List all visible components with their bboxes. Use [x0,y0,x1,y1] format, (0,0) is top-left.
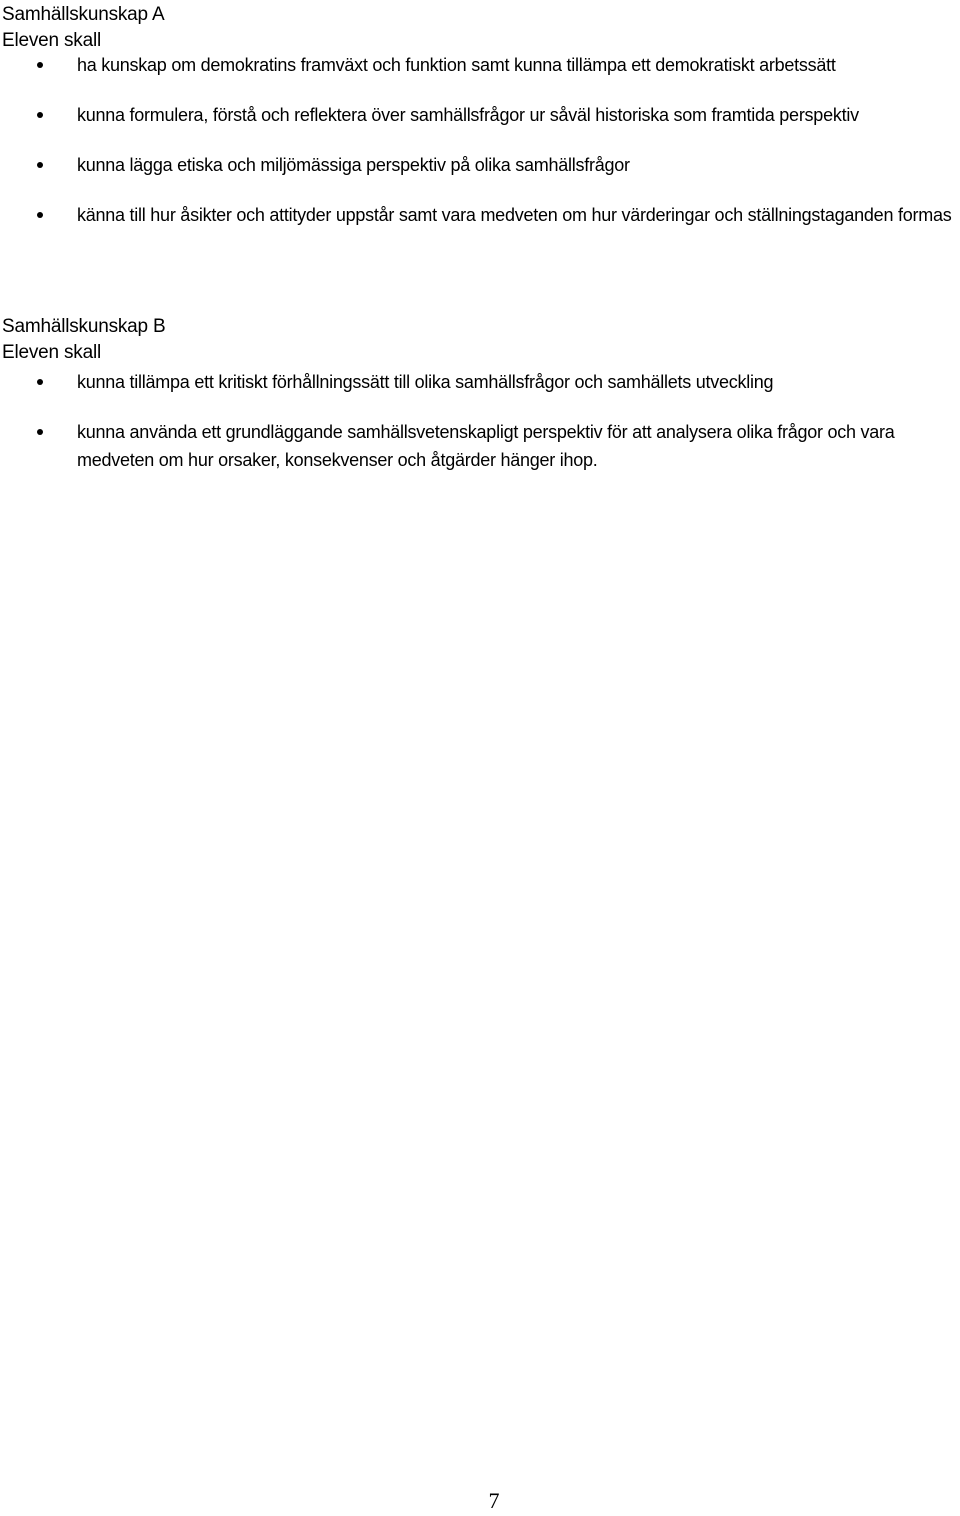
bullet-icon [37,429,43,435]
goal-item [2,418,958,474]
section-samhallskunskap-a [2,2,958,229]
page-number: 7 [488,1488,500,1513]
section-intro: Eleven skall [2,30,101,51]
bullet-icon [37,212,43,218]
goal-text: kunna formulera, förstå och reflektera över samhällsfrågor ur såväl historiska som framtida perspektiv [77,105,859,125]
goal-list [2,368,958,474]
bullet-icon [37,62,43,68]
goal-item [2,368,958,396]
goal-text: kunna använda ett grundläggande samhällsvetenskapligt perspektiv för att analysera olika frågor och vara medveten om hur orsaker, konsekvenser och åtgärder hänger ihop. [77,422,895,470]
section-title: Samhällskunskap B [2,316,166,337]
goal-item [2,151,958,179]
goal-list [2,51,958,229]
bullet-icon [37,162,43,168]
section-title: Samhällskunskap A [2,4,165,25]
section-samhallskunskap-b [2,314,958,474]
goal-text: ha kunskap om demokratins framväxt och funktion samt kunna tillämpa ett demokratiskt arbetssätt [77,55,836,75]
goal-text: kunna lägga etiska och miljömässiga perspektiv på olika samhällsfrågor [77,155,630,175]
goal-item [2,51,958,79]
goal-item [2,201,958,229]
goal-item [2,101,958,129]
bullet-icon [37,112,43,118]
section-intro: Eleven skall [2,342,101,363]
goal-text: känna till hur åsikter och attityder uppstår samt vara medveten om hur värderingar och ställningstaganden formas [77,205,952,225]
goal-text: kunna tillämpa ett kritiskt förhållningssätt till olika samhällsfrågor och samhällets utveckling [77,372,774,392]
bullet-icon [37,379,43,385]
